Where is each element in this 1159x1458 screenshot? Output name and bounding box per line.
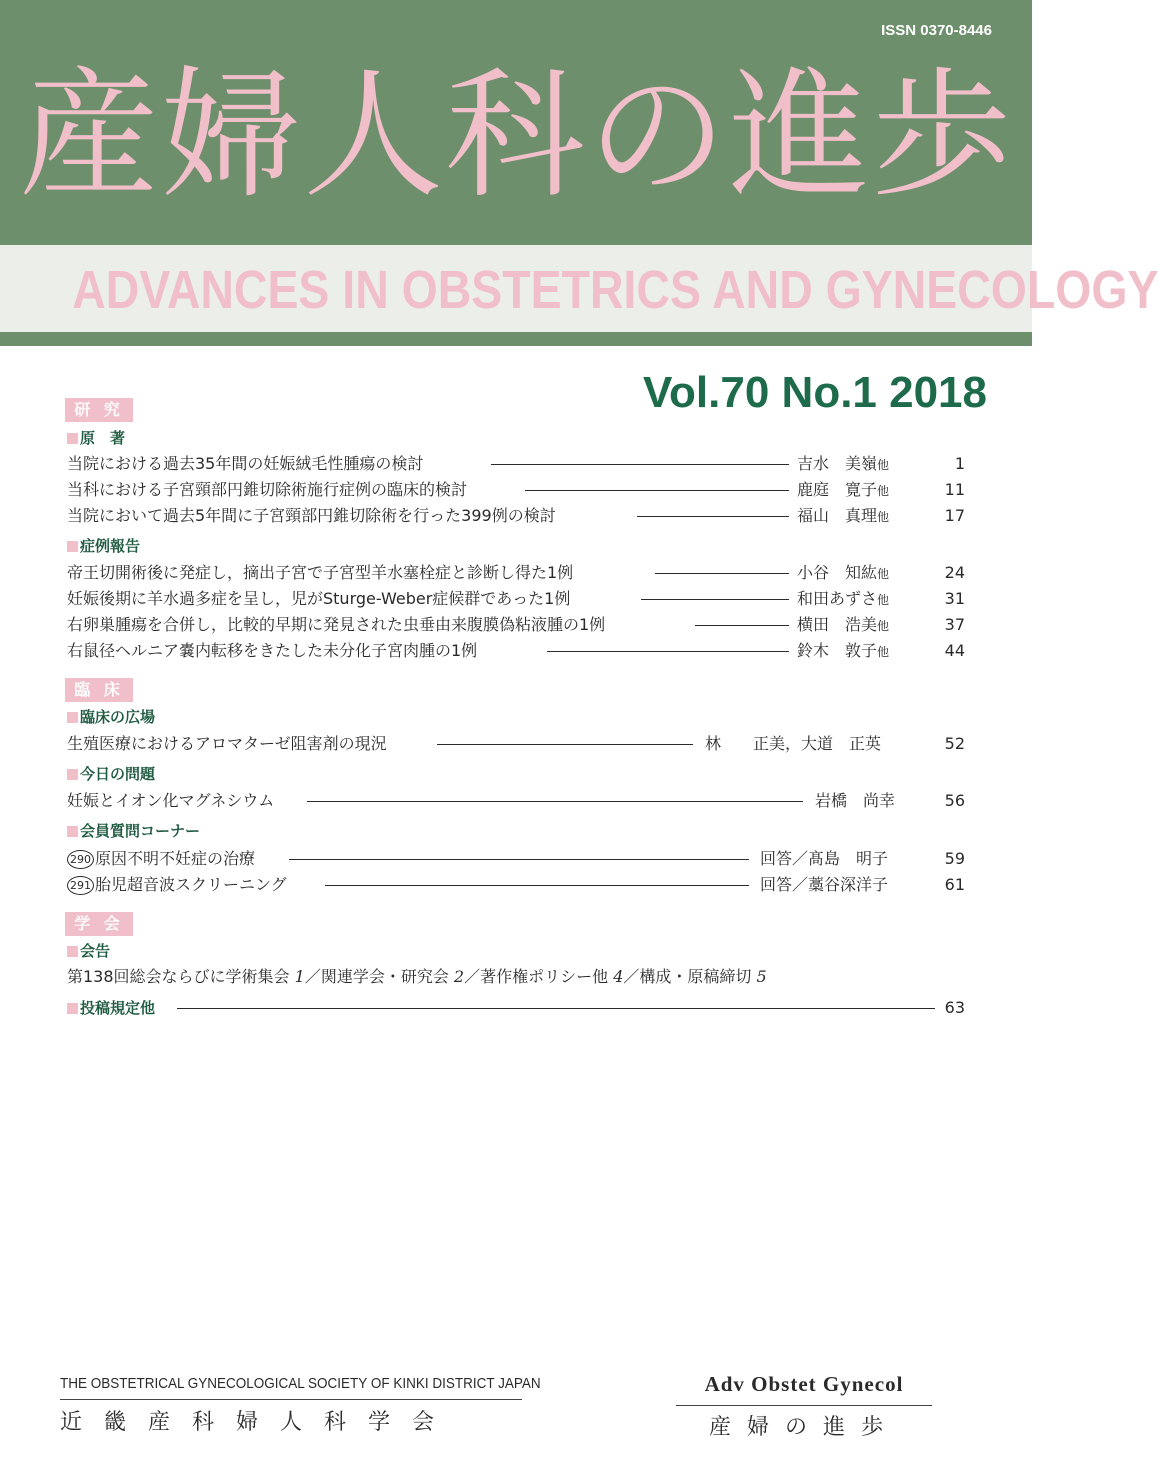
cover-header: [0, 0, 1032, 245]
issn-number: ISSN 0370-8446: [881, 22, 992, 39]
circled-number: 290: [67, 850, 94, 869]
journal-abbreviation-jp: 産婦の進歩: [708, 1415, 899, 1440]
toc-row[interactable]: 291 胎児超音波スクリーニング 回答／藁谷深洋子 61: [67, 873, 965, 897]
page-number: 63: [944, 998, 965, 1017]
subsection-today-issue: 今日の問題: [67, 763, 155, 785]
pink-square-icon: [67, 769, 78, 780]
subsection-original: 原 著: [67, 427, 125, 449]
journal-title-en: ADVANCES IN OBSTETRICS AND GYNECOLOGY: [72, 260, 1159, 320]
page-number: 17: [944, 506, 965, 525]
journal-abbreviation-en: Adv Obstet Gynecol: [704, 1372, 904, 1396]
page-number: 37: [944, 615, 965, 634]
volume-issue: Vol.70 No.1 2018: [642, 368, 987, 417]
toc-row[interactable]: 妊娠後期に羊水過多症を呈し，児がSturge-Weber症候群であった1例 和田あずさ他 31: [67, 587, 965, 611]
leader-line: [289, 859, 749, 860]
divider-band: [0, 332, 1032, 346]
toc-row[interactable]: 当院において過去5年間に子宮頸部円錐切除術を行った399例の検討 福山 真理他 17: [67, 504, 965, 528]
page-number: 1: [954, 454, 965, 473]
subsection-clinical-square: 臨床の広場: [67, 706, 155, 728]
toc-row[interactable]: 右鼠径ヘルニア嚢内転移をきたした未分化子宮肉腫の1例 鈴木 敦子他 44: [67, 639, 965, 663]
section-society: 学 会: [65, 912, 133, 936]
footer-divider: [676, 1405, 932, 1406]
subsection-case-report: 症例報告: [67, 535, 140, 557]
society-name-en: THE OBSTETRICAL GYNECOLOGICAL SOCIETY OF KINKI DISTRICT JAPAN: [60, 1375, 541, 1392]
toc-row[interactable]: 当科における子宮頸部円錐切除術施行症例の臨床的検討 鹿庭 寛子他 11: [67, 478, 965, 502]
page-number: 52: [944, 734, 965, 753]
society-name-jp: 近畿産科婦人科学会: [60, 1410, 457, 1435]
journal-title-jp: 産婦人科の進歩: [18, 55, 1013, 218]
page-number: 31: [944, 589, 965, 608]
pink-square-icon: [67, 541, 78, 552]
leader-line: [637, 516, 789, 517]
leader-line: [525, 490, 789, 491]
toc-row[interactable]: 投稿規定他 63: [67, 996, 965, 1020]
subsection-notice: 会告: [67, 940, 110, 962]
leader-line: [491, 464, 789, 465]
leader-line: [641, 599, 789, 600]
page-number: 56: [944, 791, 965, 810]
leader-line: [177, 1008, 935, 1009]
toc-row[interactable]: 生殖医療におけるアロマターゼ阻害剤の現況 林 正美，大道 正英 52: [67, 732, 965, 756]
toc-row[interactable]: 290 原因不明不妊症の治療 回答／髙島 明子 59: [67, 847, 965, 871]
notice-line[interactable]: 第138回総会ならびに学術集会 1／関連学会・研究会 2／著作権ポリシー他 4／構成・原稿締切 5: [67, 967, 767, 986]
pink-square-icon: [67, 433, 78, 444]
leader-line: [307, 801, 803, 802]
footer-divider: [60, 1399, 522, 1400]
section-research: 研 究: [65, 398, 133, 422]
pink-square-icon: [67, 946, 78, 957]
pink-square-icon: [67, 1003, 78, 1014]
subsection-member-qa: 会員質問コーナー: [67, 820, 200, 842]
section-clinical: 臨 床: [65, 678, 133, 702]
pink-square-icon: [67, 712, 78, 723]
circled-number: 291: [67, 876, 94, 895]
toc-row[interactable]: 帝王切開術後に発症し，摘出子宮で子宮型羊水塞栓症と診断し得た1例 小谷 知紘他 24: [67, 561, 965, 585]
leader-line: [547, 651, 789, 652]
page-number: 24: [944, 563, 965, 582]
toc-row[interactable]: 当院における過去35年間の妊娠絨毛性腫瘍の検討 吉水 美嶺他 1: [67, 452, 965, 476]
page-number: 59: [944, 849, 965, 868]
leader-line: [655, 573, 789, 574]
toc-row[interactable]: 妊娠とイオン化マグネシウム 岩橋 尚幸 56: [67, 789, 965, 813]
leader-line: [695, 625, 789, 626]
page-number: 44: [944, 641, 965, 660]
page-number: 11: [944, 480, 965, 499]
page-number: 61: [944, 875, 965, 894]
pink-square-icon: [67, 826, 78, 837]
leader-line: [437, 744, 693, 745]
toc-row[interactable]: 右卵巣腫瘍を合併し，比較的早期に発見された虫垂由来腹膜偽粘液腫の1例 横田 浩美他 37: [67, 613, 965, 637]
leader-line: [325, 885, 749, 886]
